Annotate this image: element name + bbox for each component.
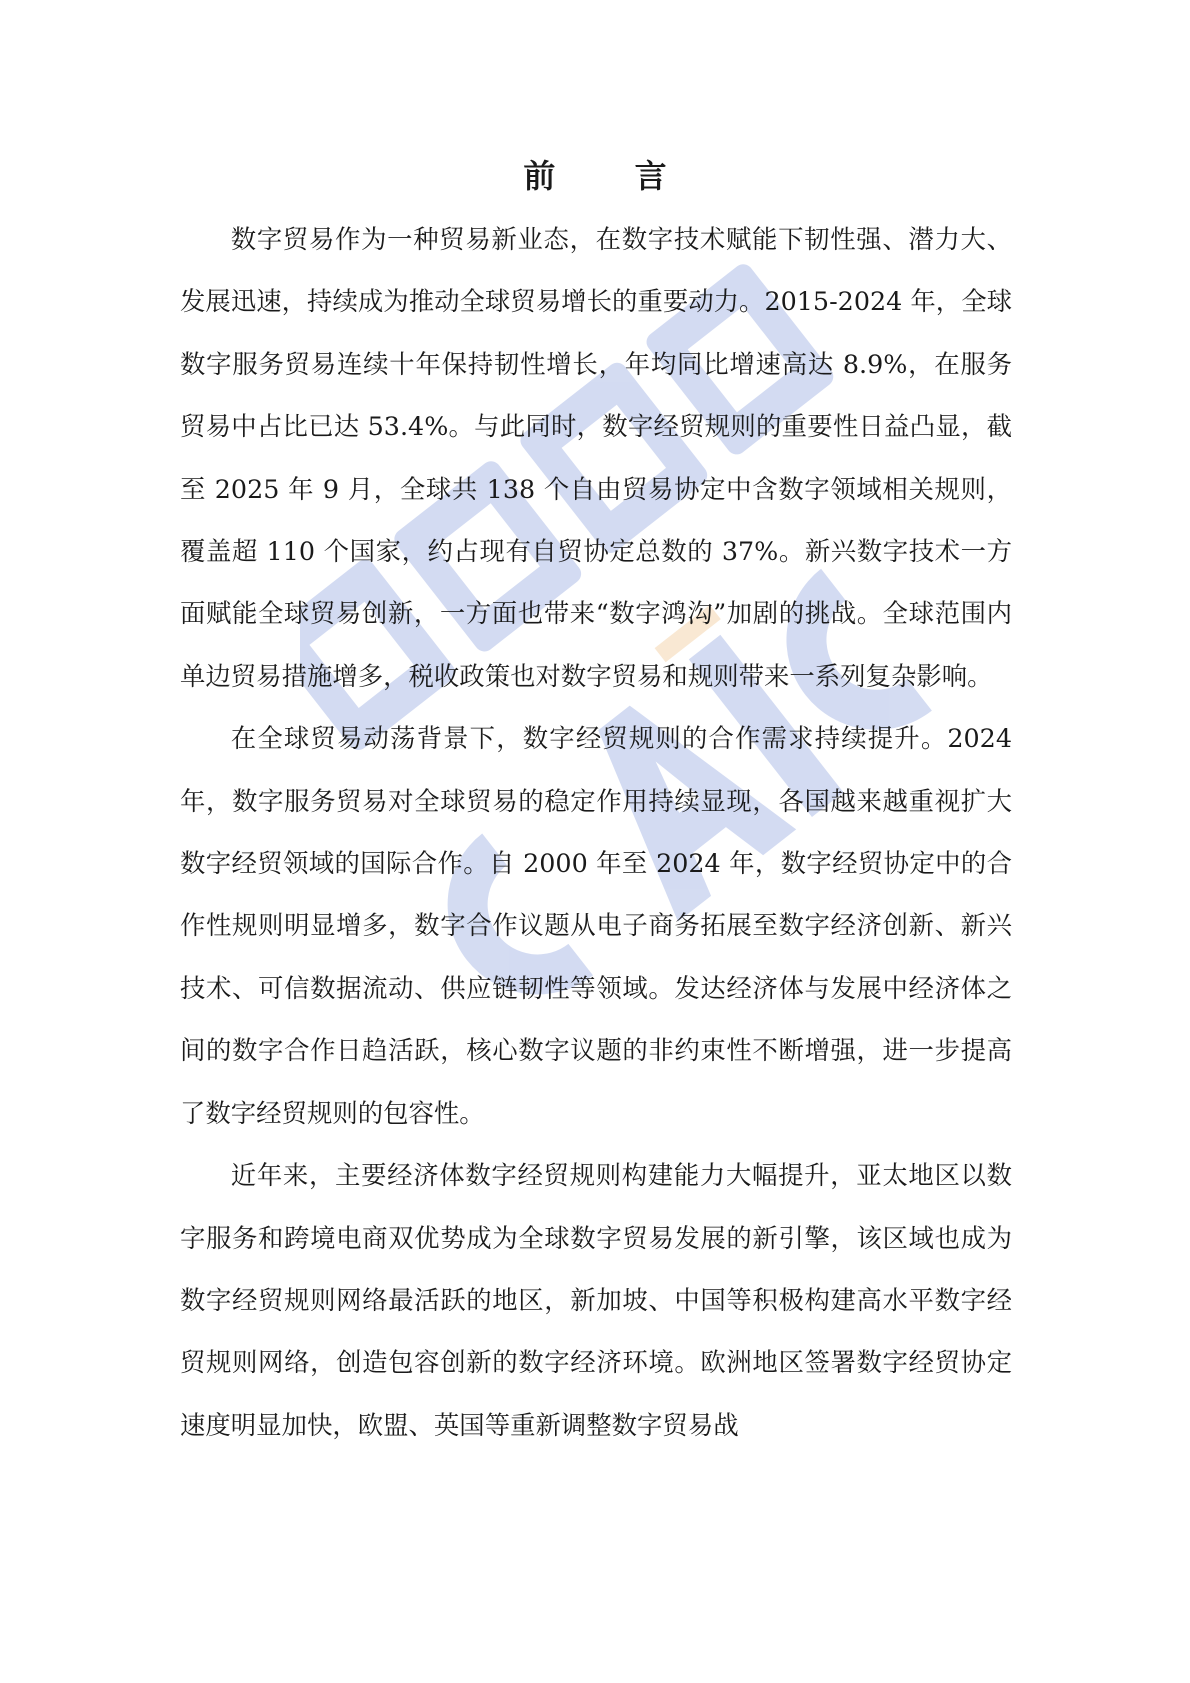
body-text bbox=[180, 208, 1012, 1456]
page-title: 前 言 bbox=[523, 157, 701, 195]
paragraph-2: 在全球贸易动荡背景下，数字经贸规则的合作需求持续提升。2024 年，数字服务贸易对全球贸易的稳定作用持续显现，各国越来越重视扩大数字经贸领域的国际合作。自 2000 年至 2024 年，数字经贸协定中的合作性规则明显增多，数字合作议题从电子商务拓展至数字经济创新、新兴技术、可信数据流动、供应链韧性等领域。发达经济体与发展中经济体之间的数字合作日趋活跃，核心数字议题的非约束性不断增强，进一步提高了数字经贸规则的包容性。 bbox=[180, 723, 1012, 1128]
paragraph-1: 数字贸易作为一种贸易新业态，在数字技术赋能下韧性强、潜力大、发展迅速，持续成为推动全球贸易增长的重要动力。2015-2024 年，全球数字服务贸易连续十年保持韧性增长，年均同比增速高达 8.9%，在服务贸易中占比已达 53.4%。与此同时，数字经贸规则的重要性日益凸显，截至 2025 年 9 月，全球共 138 个自由贸易协定中含数字领域相关规则，覆盖超 110 个国家，约占现有自贸协定总数的 37%。新兴数字技术一方面赋能全球贸易创新，一方面也带来“数字鸿沟”加剧的挑战。全球范围内单边贸易措施增多，税收政策也对数字贸易和规则带来一系列复杂影响。 bbox=[180, 224, 1012, 691]
paragraph-3: 近年来，主要经济体数字经贸规则构建能力大幅提升，亚太地区以数字服务和跨境电商双优势成为全球数字贸易发展的新引擎，该区域也成为数字经贸规则网络最活跃的地区，新加坡、中国等积极构建高水平数字经贸规则网络，创造包容创新的数字经济环境。欧洲地区签署数字经贸协定速度明显加快，欧盟、英国等重新调整数字贸易战 bbox=[180, 1160, 1012, 1440]
